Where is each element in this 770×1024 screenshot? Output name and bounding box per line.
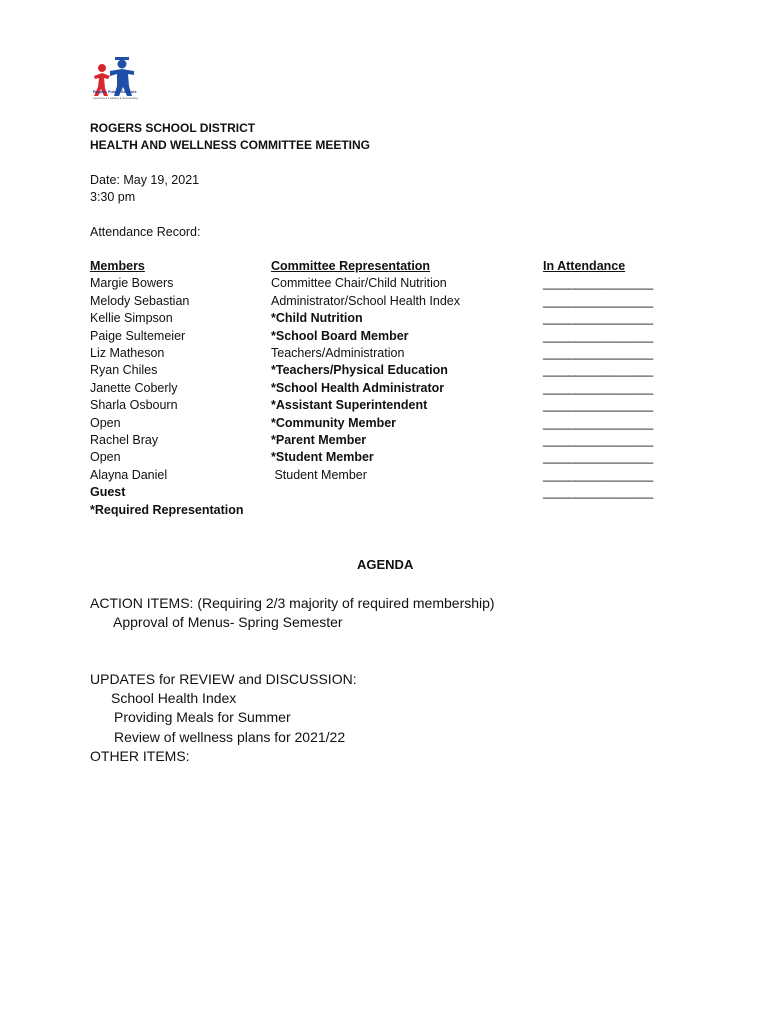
member-name: Alayna Daniel [90,467,168,482]
representation-header: Committee Representation [271,259,431,273]
representation-item: Student Member [271,467,367,482]
attendance-blank: _________________ [543,415,653,430]
district-logo [88,54,140,102]
updates-heading: UPDATES for REVIEW and DISCUSSION: [90,671,357,687]
action-items-heading: ACTION ITEMS: (Requiring 2/3 majority of required membership) [90,595,495,611]
meeting-time: 3:30 pm [90,190,136,204]
attendance-blank: _________________ [543,485,653,500]
member-name: Open [90,450,121,465]
representation-item: *School Board Member [271,328,409,343]
update-item: Review of wellness plans for 2021/22 [114,729,346,745]
attendance-blank: _________________ [543,328,653,343]
other-items-heading: OTHER ITEMS: [90,748,190,764]
district-title: ROGERS SCHOOL DISTRICT [90,121,256,135]
member-name: Janette Coberly [90,380,178,395]
representation-item: *Community Member [271,415,397,430]
action-item: Approval of Menus- Spring Semester [113,614,343,630]
member-name: Open [90,415,121,430]
attendance-blank: _________________ [543,311,653,326]
update-item: Providing Meals for Summer [114,709,291,725]
required-note: *Required Representation [90,502,244,517]
attendance-blank: _________________ [543,433,653,448]
attendance-blank: _________________ [543,398,653,413]
agenda-title: AGENDA [357,557,414,572]
member-name: Rachel Bray [90,433,159,448]
attendance-blank: _________________ [543,467,653,482]
representation-item: *Assistant Superintendent [271,398,428,413]
attendance-blank: _________________ [543,276,653,291]
members-column [90,258,244,519]
member-name: Sharla Osbourn [90,398,178,413]
representation-item: *Child Nutrition [271,311,363,326]
logo-name: Rogers Public Schools [93,89,137,94]
members-header: Members [90,259,145,273]
representation-item: *Student Member [271,450,374,465]
logo-tagline: Learning ● Leading ● Succeeding [93,96,138,100]
representation-item: *Parent Member [271,433,367,448]
member-name: Ryan Chiles [90,363,158,378]
representation-item: *Teachers/Physical Education [271,363,448,378]
attendance-label: Attendance Record: [90,225,201,239]
attendance-blank: _________________ [543,293,653,308]
representation-column [271,258,460,484]
member-name: Paige Sultemeier [90,328,186,343]
representation-item: *School Health Administrator [271,380,445,395]
attendance-header: In Attendance [543,259,626,273]
meeting-title: HEALTH AND WELLNESS COMMITTEE MEETING [90,138,370,152]
member-name: Margie Bowers [90,276,174,291]
attendance-blank: _________________ [543,363,653,378]
update-item: School Health Index [111,690,237,706]
attendance-blank: _________________ [543,380,653,395]
representation-item: Teachers/Administration [271,346,405,361]
attendance-blank: _________________ [543,346,653,361]
representation-item: Administrator/School Health Index [271,293,460,308]
meeting-date: Date: May 19, 2021 [90,173,200,187]
representation-item: Committee Chair/Child Nutrition [271,276,447,291]
attendance-column [543,258,653,502]
attendance-blank: _________________ [543,450,653,465]
member-name: Kellie Simpson [90,311,173,326]
member-name: Melody Sebastian [90,293,190,308]
member-name: Liz Matheson [90,346,165,361]
guest-label: Guest [90,485,126,500]
